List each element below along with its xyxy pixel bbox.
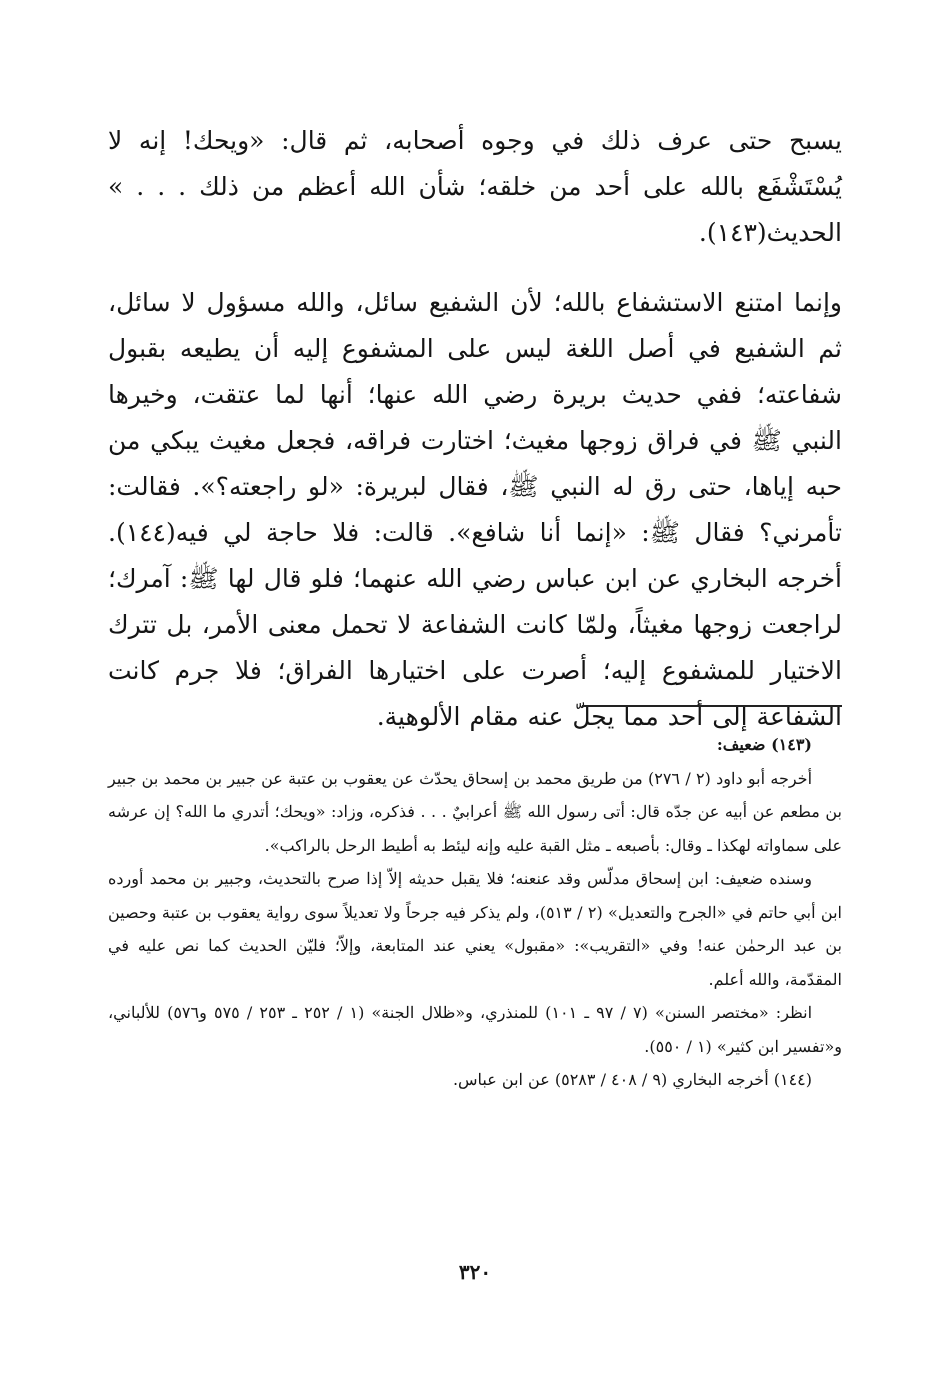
footnote-144: (١٤٤) أخرجه البخاري (٩ / ٤٠٨ / ٥٢٨٣) عن ابن عباس. — [452, 1070, 812, 1089]
footnote-143-references: انظر: «مختصر السنن» (٧ / ٩٧ ـ ١٠١) للمنذري، و«ظلال الجنة» (١ / ٢٥٢ ـ ٢٥٣ / ٥٧٥ و٥٧٦) للألباني، و«تفسير ابن كثير» (١ / ٥٥٠). — [108, 1003, 842, 1056]
main-paragraph-2: وإنما امتنع الاستشفاع بالله؛ لأن الشفيع سائل، والله مسؤول لا سائل، ثم الشفيع في أصل اللغة ليس على المشفوع إليه أن يطيعه بقبول شفاعته؛ ففي حديث بريرة رضي الله عنها؛ أنها لما عتقت، وخيرها النبي ﷺ في فراق زوجها مغيث؛ اختارت فراقه، فجعل مغيث يبكي من حبه إياها، حتى رق له النبي ﷺ، فقال لبريرة: «لو راجعته؟». فقالت: تأمرني؟ فقال ﷺ: «إنما أنا شافع». قالت: فلا حاجة لي فيه(١٤٤). أخرجه البخاري عن ابن عباس رضي الله عنهما؛ فلو قال لها ﷺ: آمرك؛ لراجعت زوجها مغيثاً، ولمّا كانت الشفاعة لا تحمل معنى الأمر، بل تترك الاختيار للمشفوع إليه؛ أصرت على اختيارها الفراق؛ فلا جرم كانت الشفاعة إلى أحد مما يجلّ عنه مقام الألوهية. — [108, 288, 842, 731]
footnote-143-grading: وسنده ضعيف: ابن إسحاق مدلّس وقد عنعنه؛ فلا يقبل حديثه إلاّ إذا صرح بالتحديث، وجبير بن محمد أورده ابن أبي حاتم في «الجرح والتعديل» (٢ / ٥١٣)، ولم يذكر فيه جرحاً ولا تعديلاً سوى رواية يعقوب بن عتبة وحصين بن عبد الرحمٰن عنه! وفي «التقريب»: «مقبول» يعني عند المتابعة، وإلاّ؛ فليّن الحديث كما نص عليه في المقدّمة، والله أعلم. — [108, 869, 843, 989]
footnote-divider — [582, 705, 842, 707]
footnote-143-source: أخرجه أبو داود (٢ / ٢٧٦) من طريق محمد بن إسحاق يحدّث عن يعقوب بن عتبة عن جبير بن محمد بن جبير بن مطعم عن أبيه عن جدّه قال: أتى رسول الله ﷺ أعرابيٌ . . . فذكره، وزاد: «ويحك؛ أتدري ما الله؟ إن عرشه على سماواته لهكذا ـ وقال: بأصبعه ـ مثل القبة عليه وإنه ليئط به أطيط الرحل بالراكب». — [108, 768, 842, 855]
main-text — [108, 118, 842, 740]
main-paragraph-1: يسبح حتى عرف ذلك في وجوه أصحابه، ثم قال: «ويحك! إنه لا يُسْتَشْفَع بالله على أحد من خلقه؛ شأن الله أعظم من ذلك . . . » الحديث(١٤٣). — [108, 126, 842, 247]
footnote-143-heading: (١٤٣) ضعيف: — [716, 735, 812, 754]
page-number: ٣٢٠ — [458, 1260, 492, 1284]
footnotes — [108, 728, 842, 1097]
